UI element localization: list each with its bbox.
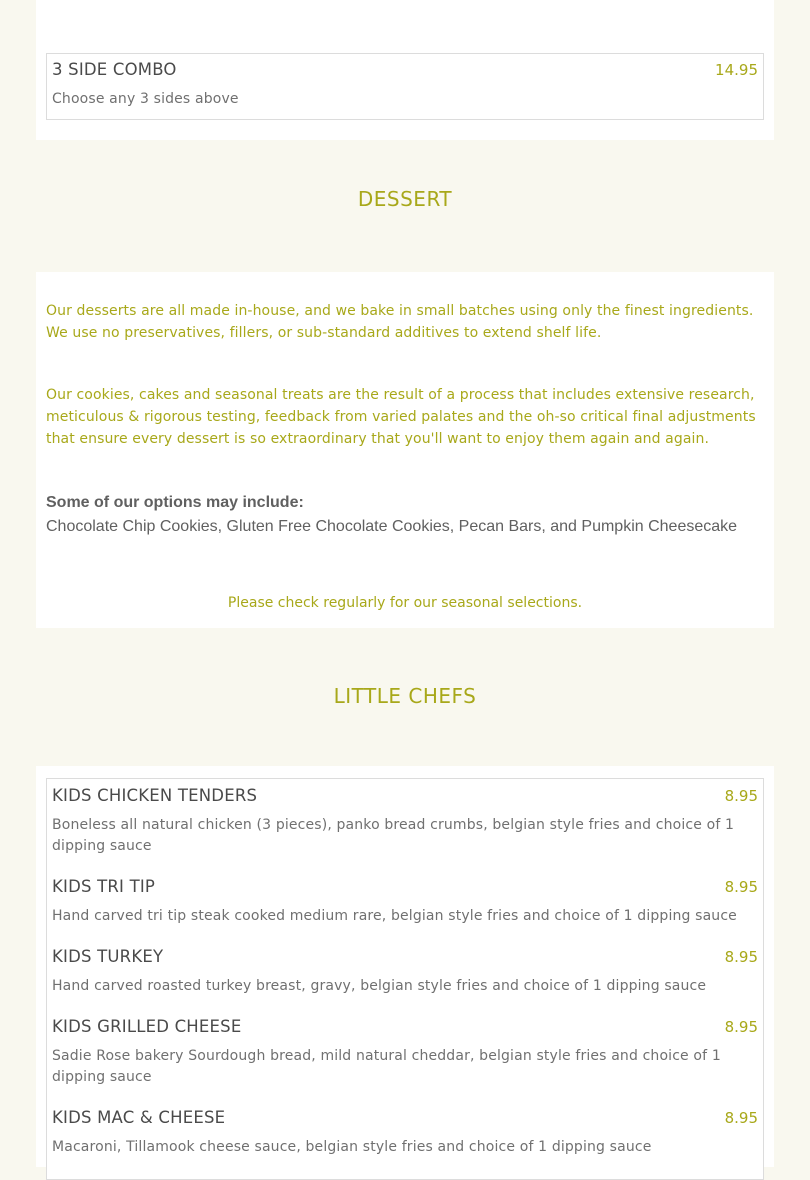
item-description: Macaroni, Tillamook cheese sauce, belgian style fries and choice of 1 dipping sauce bbox=[52, 1139, 652, 1155]
menu-item-kids-turkey bbox=[47, 947, 763, 997]
item-price: 8.95 bbox=[724, 948, 758, 966]
item-description: Choose any 3 sides above bbox=[52, 91, 239, 107]
item-name: 3 SIDE COMBO bbox=[52, 60, 177, 79]
item-price: 8.95 bbox=[724, 1018, 758, 1036]
item-price: 14.95 bbox=[715, 61, 758, 79]
seasonal-note: Please check regularly for our seasonal selections. bbox=[227, 595, 583, 611]
item-name: KIDS TURKEY bbox=[52, 947, 164, 966]
item-name: KIDS TRI TIP bbox=[52, 877, 156, 896]
item-name: KIDS CHICKEN TENDERS bbox=[52, 786, 258, 805]
dessert-intro-paragraph: Our desserts are all made in-house, and we bake in small batches using only the finest ingredients. We use no preservatives, fillers, or sub-standard additives to extend shelf life. bbox=[46, 303, 754, 341]
item-name: KIDS GRILLED CHEESE bbox=[52, 1017, 242, 1036]
item-name: KIDS MAC & CHEESE bbox=[52, 1108, 226, 1127]
item-price: 8.95 bbox=[724, 878, 758, 896]
item-price: 8.95 bbox=[724, 1109, 758, 1127]
item-description: Boneless all natural chicken (3 pieces), panko bread crumbs, belgian style fries and choice of 1 dipping sauce bbox=[52, 817, 735, 854]
options-label: Some of our options may include: bbox=[46, 494, 304, 511]
item-description: Hand carved roasted turkey breast, gravy, belgian style fries and choice of 1 dipping sauce bbox=[52, 978, 707, 994]
item-description: Sadie Rose bakery Sourdough bread, mild natural cheddar, belgian style fries and choice of 1 dipping sauce bbox=[52, 1048, 721, 1085]
item-price: 8.95 bbox=[724, 787, 758, 805]
menu-item-kids-mac-and-cheese bbox=[47, 1108, 763, 1158]
dessert-process-paragraph: Our cookies, cakes and seasonal treats are the result of a process that includes extensive research, meticulous & rigorous testing, feedback from varied palates and the oh-so critical final adjustments that ensure every dessert is so extraordinary that you'll want to enjoy them again and again. bbox=[46, 387, 756, 447]
section-title-little-chefs: LITTLE CHEFS bbox=[333, 684, 477, 708]
options-list: Chocolate Chip Cookies, Gluten Free Chocolate Cookies, Pecan Bars, and Pumpkin Cheesecake bbox=[46, 518, 738, 535]
section-title-dessert: DESSERT bbox=[357, 187, 453, 211]
menu-item-kids-grilled-cheese bbox=[47, 1017, 763, 1088]
menu-item-3-side-combo bbox=[46, 53, 764, 120]
item-description: Hand carved tri tip steak cooked medium rare, belgian style fries and choice of 1 dipping sauce bbox=[52, 908, 737, 924]
little-chefs-list bbox=[46, 778, 764, 1180]
menu-item-kids-tri-tip bbox=[47, 877, 763, 927]
menu-item-kids-chicken-tenders bbox=[47, 779, 763, 857]
